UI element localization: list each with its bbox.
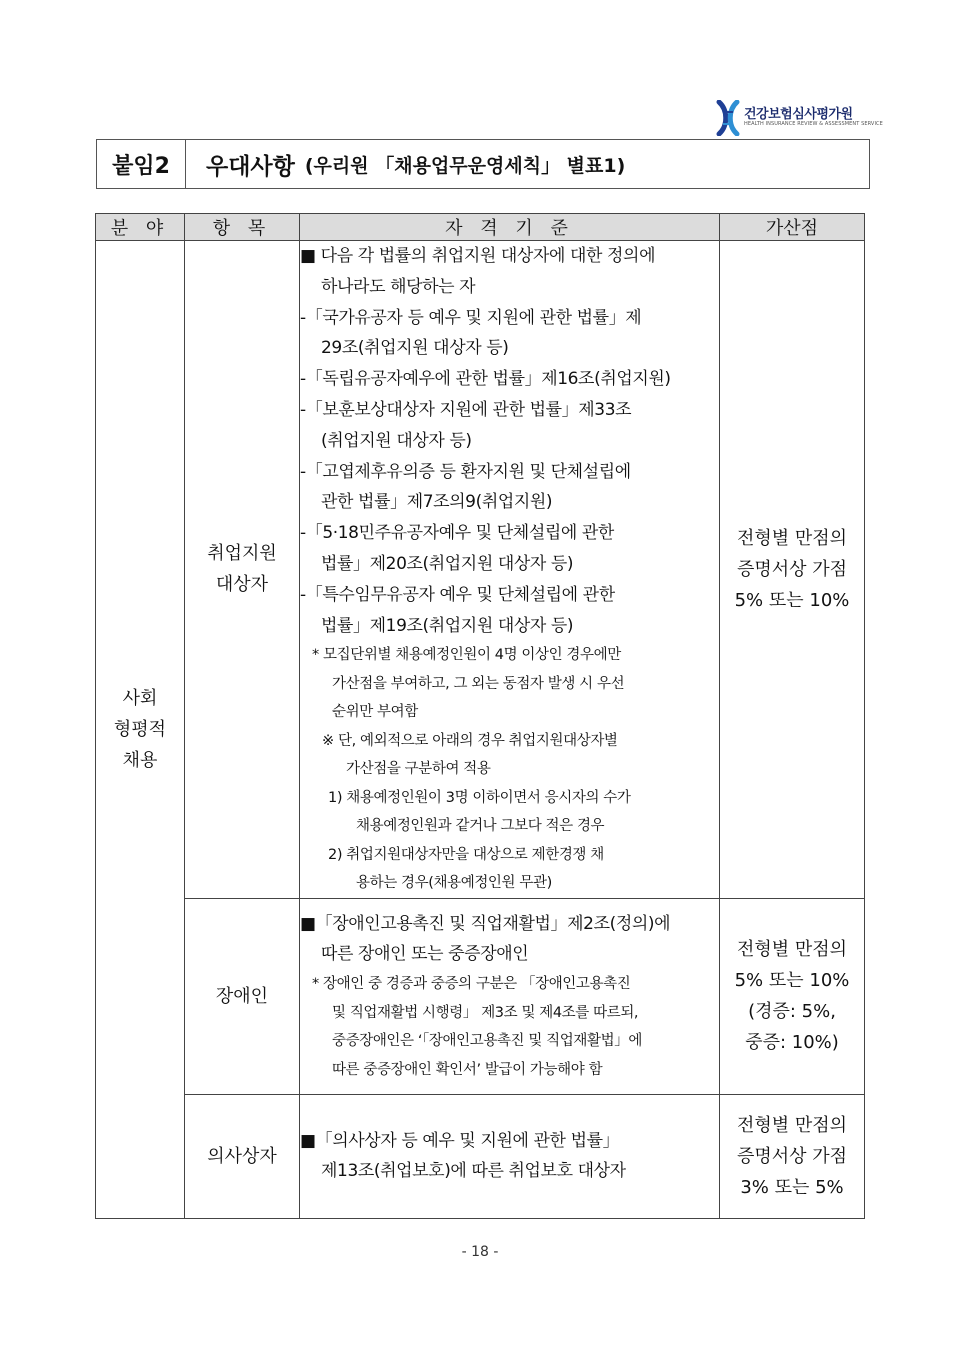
attachment-tag: 붙임2 [97, 140, 186, 188]
criteria-line: -「국가유공자 등 예우 및 지원에 관한 법률」제 [300, 307, 642, 328]
item-line: 의사상자 [207, 1145, 277, 1167]
title-main: 우대사항 [206, 153, 295, 180]
note-line: 용하는 경우(채용예정인원 무관) [356, 875, 552, 892]
criteria-cell [300, 241, 720, 899]
criteria-line: -「고엽제후유의증 등 환자지원 및 단체설립에 [300, 461, 631, 482]
criteria-cell [300, 1094, 720, 1218]
field-line: 형평적 [113, 718, 167, 740]
title-box [96, 139, 870, 189]
note-line: * 장애인 중 경증과 중증의 구분은 「장애인고용촉진 [312, 976, 631, 993]
item-line: 대상자 [215, 574, 269, 596]
note-line: ※ 단, 예외적으로 아래의 경우 취업지원대상자별 [322, 732, 618, 749]
criteria-line: 관한 법률」제7조의9(취업지원) [321, 492, 553, 513]
bonus-cell [720, 241, 865, 899]
bonus-line: 전형별 만점의 [736, 1114, 848, 1136]
item-line: 취업지원 [207, 543, 277, 565]
bonus-line: 중증: 10%) [745, 1032, 839, 1054]
note-line: 중증장애인은 ‘「장애인고용촉진 및 직업재활법」에 [332, 1033, 642, 1050]
bonus-line: 3% 또는 5% [740, 1176, 844, 1198]
preference-table [95, 213, 865, 1219]
criteria-line: 따른 장애인 또는 중증장애인 [321, 944, 529, 965]
criteria-line: ■「장애인고용촉진 및 직업재활법」제2조(정의)에 [300, 913, 671, 934]
agency-logo-icon [714, 100, 742, 136]
header-bonus: 가산점 [720, 214, 865, 241]
table-header-row [96, 214, 865, 241]
note-line: 따른 중증장애인 확인서’ 발급이 가능해야 함 [332, 1061, 603, 1078]
criteria-line: 하나라도 해당하는 자 [321, 276, 476, 297]
bonus-line: 5% 또는 10% [734, 589, 850, 611]
field-line: 사회 [122, 687, 158, 709]
note-line: 가산점을 부여하고, 그 외는 동점자 발생 시 우선 [332, 675, 625, 692]
note-line: 2) 취업지원대상자만을 대상으로 제한경쟁 채 [328, 846, 604, 863]
bonus-line: 증명서상 가점 [736, 558, 848, 580]
page-number: - 18 - [461, 1244, 499, 1260]
bonus-cell [720, 1094, 865, 1218]
criteria-cell [300, 898, 720, 1094]
criteria-line: 제13조(취업보호)에 따른 취업보호 대상자 [321, 1161, 626, 1182]
item-cell [185, 898, 300, 1094]
table-row [96, 898, 865, 1094]
title-sub: (우리원 「채용업무운영세칙」 별표1) [304, 154, 626, 177]
header-field: 분 야 [96, 214, 185, 241]
item-cell [185, 241, 300, 899]
note-line: 순위만 부여함 [332, 704, 418, 721]
criteria-line: ■ 다음 각 법률의 취업지원 대상자에 대한 정의에 [300, 246, 656, 266]
header-item: 항 목 [185, 214, 300, 241]
bonus-line: 증명서상 가점 [736, 1145, 848, 1167]
criteria-line: 29조(취업지원 대상자 등) [321, 338, 509, 359]
note-line: * 모집단위별 채용예정인원이 4명 이상인 경우에만 [312, 647, 621, 664]
item-cell [185, 1094, 300, 1218]
header-criteria: 자 격 기 준 [300, 214, 720, 241]
criteria-line: -「특수임무유공자 예우 및 단체설립에 관한 [300, 584, 615, 605]
criteria-line: -「독립유공자예우에 관한 법률」제16조(취업지원) [300, 369, 671, 390]
note-line: 및 직업재활법 시행령」 제3조 및 제4조를 따르되, [332, 1004, 639, 1021]
bonus-line: 전형별 만점의 [736, 939, 848, 961]
field-line: 채용 [122, 749, 158, 771]
agency-logo [714, 100, 883, 136]
bonus-line: (경증: 5%, [748, 1001, 836, 1023]
note-line: 채용예정인원과 같거나 그보다 적은 경우 [356, 818, 605, 835]
criteria-line: -「5·18민주유공자예우 및 단체설립에 관한 [300, 523, 614, 544]
criteria-line: (취업지원 대상자 등) [321, 430, 472, 451]
criteria-line: ■「의사상자 등 예우 및 지원에 관한 법률」 [300, 1130, 620, 1151]
criteria-line: 법률」제20조(취업지원 대상자 등) [321, 553, 574, 574]
item-line: 장애인 [215, 985, 269, 1007]
logo-text: 건강보험심사평가원 [744, 107, 853, 122]
table-row [96, 1094, 865, 1218]
bonus-cell [720, 898, 865, 1094]
note-line: 가산점을 구분하여 적용 [346, 761, 491, 778]
bonus-line: 전형별 만점의 [736, 527, 848, 549]
logo-subtext: HEALTH INSURANCE REVIEW & ASSESSMENT SERVICE [744, 121, 883, 127]
table-row [96, 241, 865, 899]
field-cell [96, 241, 185, 1219]
criteria-line: 법률」제19조(취업지원 대상자 등) [321, 615, 574, 636]
bonus-line: 5% 또는 10% [734, 970, 850, 992]
note-line: 1) 채용예정인원이 3명 이하이면서 응시자의 수가 [328, 789, 631, 806]
page-title [186, 140, 625, 188]
criteria-line: -「보훈보상대상자 지원에 관한 법률」제33조 [300, 399, 632, 420]
